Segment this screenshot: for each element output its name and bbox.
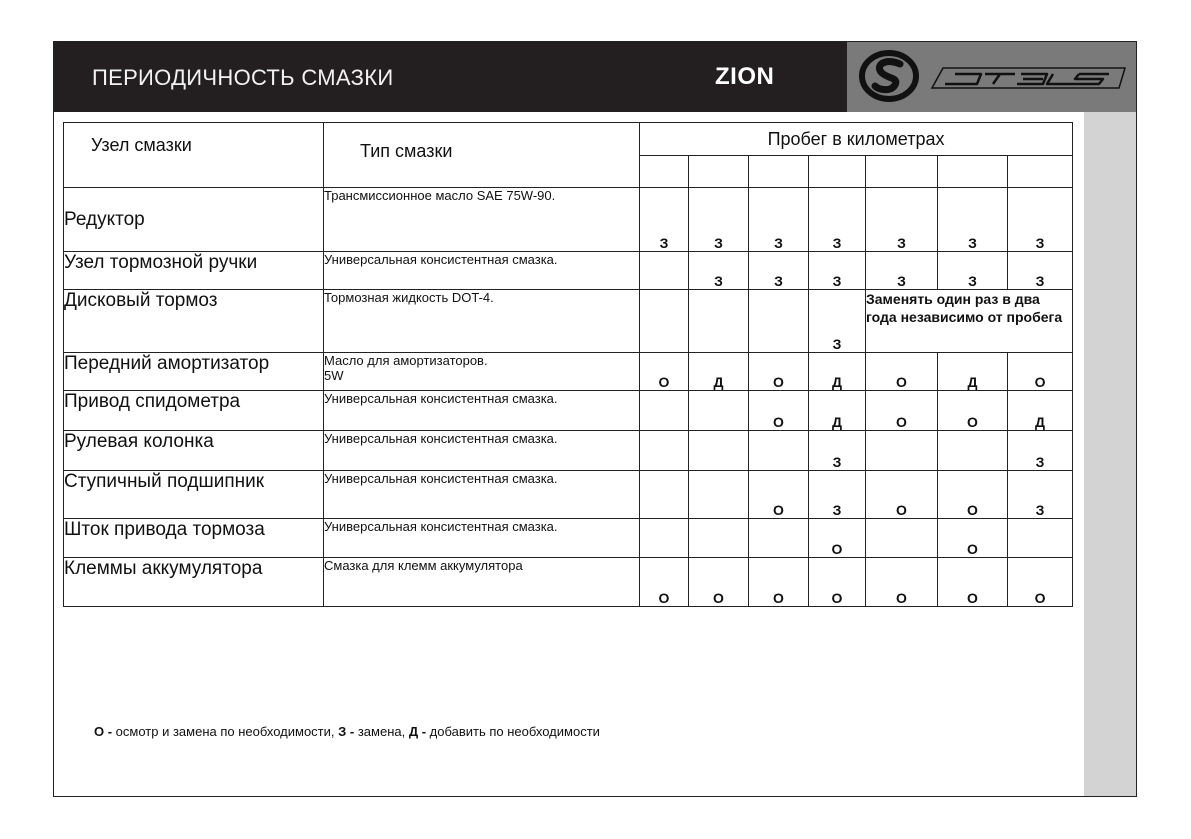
table-row bbox=[64, 519, 1073, 558]
legend bbox=[94, 724, 600, 739]
mileage-mark bbox=[640, 519, 689, 558]
mileage-mark: О bbox=[1008, 558, 1073, 607]
mileage-mark: О bbox=[749, 391, 809, 431]
replacement-note: Заменять один раз в два года независимо от пробега bbox=[866, 290, 1073, 353]
mileage-mark: З bbox=[809, 252, 866, 290]
mileage-cell bbox=[938, 156, 1008, 188]
mileage-mark bbox=[749, 431, 809, 471]
lube-type: Универсальная консистентная смазка. bbox=[324, 519, 640, 558]
mileage-mark: О bbox=[938, 471, 1008, 519]
mileage-mark: О bbox=[938, 391, 1008, 431]
mileage-mark: О bbox=[866, 558, 938, 607]
table-row bbox=[64, 558, 1073, 607]
mileage-mark bbox=[640, 252, 689, 290]
mileage-mark bbox=[938, 431, 1008, 471]
table-row bbox=[64, 290, 1073, 353]
unit-name: Дисковый тормоз bbox=[64, 290, 324, 353]
header-lube-type: Тип смазки bbox=[324, 123, 640, 188]
table-row bbox=[64, 188, 1073, 252]
table-row bbox=[64, 431, 1073, 471]
mileage-mark: О bbox=[640, 558, 689, 607]
mileage-mark: З bbox=[809, 471, 866, 519]
lube-type: Тормозная жидкость DOT-4. bbox=[324, 290, 640, 353]
table-row bbox=[64, 471, 1073, 519]
legend-d-key: Д - bbox=[408, 724, 427, 739]
lube-type: Универсальная консистентная смазка. bbox=[324, 431, 640, 471]
mileage-mark bbox=[749, 519, 809, 558]
mileage-mark: З bbox=[809, 290, 866, 353]
mileage-cell bbox=[749, 156, 809, 188]
mileage-mark bbox=[689, 471, 749, 519]
mileage-mark: З bbox=[689, 188, 749, 252]
mileage-mark: О bbox=[640, 353, 689, 391]
mileage-mark: О bbox=[866, 391, 938, 431]
lube-type: Универсальная консистентная смазка. bbox=[324, 252, 640, 290]
mileage-mark bbox=[640, 290, 689, 353]
lubrication-page bbox=[53, 41, 1137, 797]
mileage-mark: З bbox=[866, 252, 938, 290]
mileage-mark: З bbox=[689, 252, 749, 290]
mileage-mark bbox=[640, 471, 689, 519]
legend-d-text: добавить по необходимости bbox=[426, 724, 600, 739]
lube-type: Смазка для клемм аккумулятора bbox=[324, 558, 640, 607]
mileage-mark: З bbox=[1008, 252, 1073, 290]
mileage-mark: О bbox=[938, 558, 1008, 607]
unit-name: Редуктор bbox=[64, 188, 324, 252]
mileage-mark: О bbox=[1008, 353, 1073, 391]
mileage-mark: З bbox=[749, 252, 809, 290]
mileage-mark: З bbox=[809, 431, 866, 471]
mileage-mark bbox=[866, 431, 938, 471]
legend-o-key: О - bbox=[94, 724, 113, 739]
header-mileage: Пробег в километрах bbox=[640, 123, 1073, 156]
mileage-cell bbox=[640, 156, 689, 188]
unit-name: Узел тормозной ручки bbox=[64, 252, 324, 290]
lube-type: Масло для амортизаторов. 5W bbox=[324, 353, 640, 391]
unit-name: Клеммы аккумулятора bbox=[64, 558, 324, 607]
mileage-mark: О bbox=[749, 353, 809, 391]
mileage-mark: З bbox=[640, 188, 689, 252]
brand-logo bbox=[847, 42, 1136, 112]
mileage-cell bbox=[689, 156, 749, 188]
legend-o-text: осмотр и замена по необходимости, bbox=[112, 724, 339, 739]
unit-name: Передний амортизатор bbox=[64, 353, 324, 391]
side-panel bbox=[1084, 112, 1136, 796]
unit-name: Шток привода тормоза bbox=[64, 519, 324, 558]
page-title: ПЕРИОДИЧНОСТЬ СМАЗКИ bbox=[92, 65, 394, 90]
unit-name: Привод спидометра bbox=[64, 391, 324, 431]
mileage-mark: О bbox=[866, 471, 938, 519]
model-name: ZION bbox=[715, 63, 775, 90]
mileage-mark: З bbox=[1008, 431, 1073, 471]
mileage-mark: О bbox=[749, 471, 809, 519]
mileage-mark: О bbox=[809, 519, 866, 558]
lubrication-table bbox=[63, 122, 1073, 607]
mileage-mark: Д bbox=[809, 353, 866, 391]
mileage-mark bbox=[1008, 519, 1073, 558]
lube-type: Трансмиссионное масло SAE 75W-90. bbox=[324, 188, 640, 252]
mileage-mark: О bbox=[689, 558, 749, 607]
mileage-cell bbox=[866, 156, 938, 188]
lube-type: Универсальная консистентная смазка. bbox=[324, 471, 640, 519]
mileage-mark bbox=[689, 431, 749, 471]
mileage-mark: О bbox=[938, 519, 1008, 558]
mileage-mark: З bbox=[809, 188, 866, 252]
mileage-mark: З bbox=[1008, 188, 1073, 252]
mileage-mark: Д bbox=[809, 391, 866, 431]
mileage-mark bbox=[689, 290, 749, 353]
mileage-mark bbox=[689, 519, 749, 558]
mileage-mark bbox=[866, 519, 938, 558]
mileage-mark: З bbox=[938, 252, 1008, 290]
table-row bbox=[64, 391, 1073, 431]
lube-type: Универсальная консистентная смазка. bbox=[324, 391, 640, 431]
mileage-cell bbox=[809, 156, 866, 188]
mileage-mark bbox=[640, 431, 689, 471]
mileage-mark: З bbox=[866, 188, 938, 252]
mileage-mark bbox=[689, 391, 749, 431]
mileage-mark: О bbox=[809, 558, 866, 607]
page-header bbox=[54, 42, 1136, 112]
mileage-mark: Д bbox=[938, 353, 1008, 391]
mileage-mark bbox=[640, 391, 689, 431]
mileage-mark: З bbox=[1008, 471, 1073, 519]
mileage-mark: З bbox=[749, 188, 809, 252]
mileage-mark bbox=[749, 290, 809, 353]
mileage-mark: О bbox=[749, 558, 809, 607]
mileage-mark: Д bbox=[1008, 391, 1073, 431]
table-row bbox=[64, 353, 1073, 391]
mileage-cell bbox=[1008, 156, 1073, 188]
mileage-mark: О bbox=[866, 353, 938, 391]
unit-name: Ступичный подшипник bbox=[64, 471, 324, 519]
table-row bbox=[64, 252, 1073, 290]
mileage-mark: Д bbox=[689, 353, 749, 391]
legend-z-text: замена, bbox=[354, 724, 409, 739]
unit-name: Рулевая колонка bbox=[64, 431, 324, 471]
stels-logo-icon bbox=[857, 50, 1132, 102]
mileage-mark: З bbox=[938, 188, 1008, 252]
legend-z-key: З - bbox=[338, 724, 355, 739]
header-unit: Узел смазки bbox=[64, 123, 324, 188]
